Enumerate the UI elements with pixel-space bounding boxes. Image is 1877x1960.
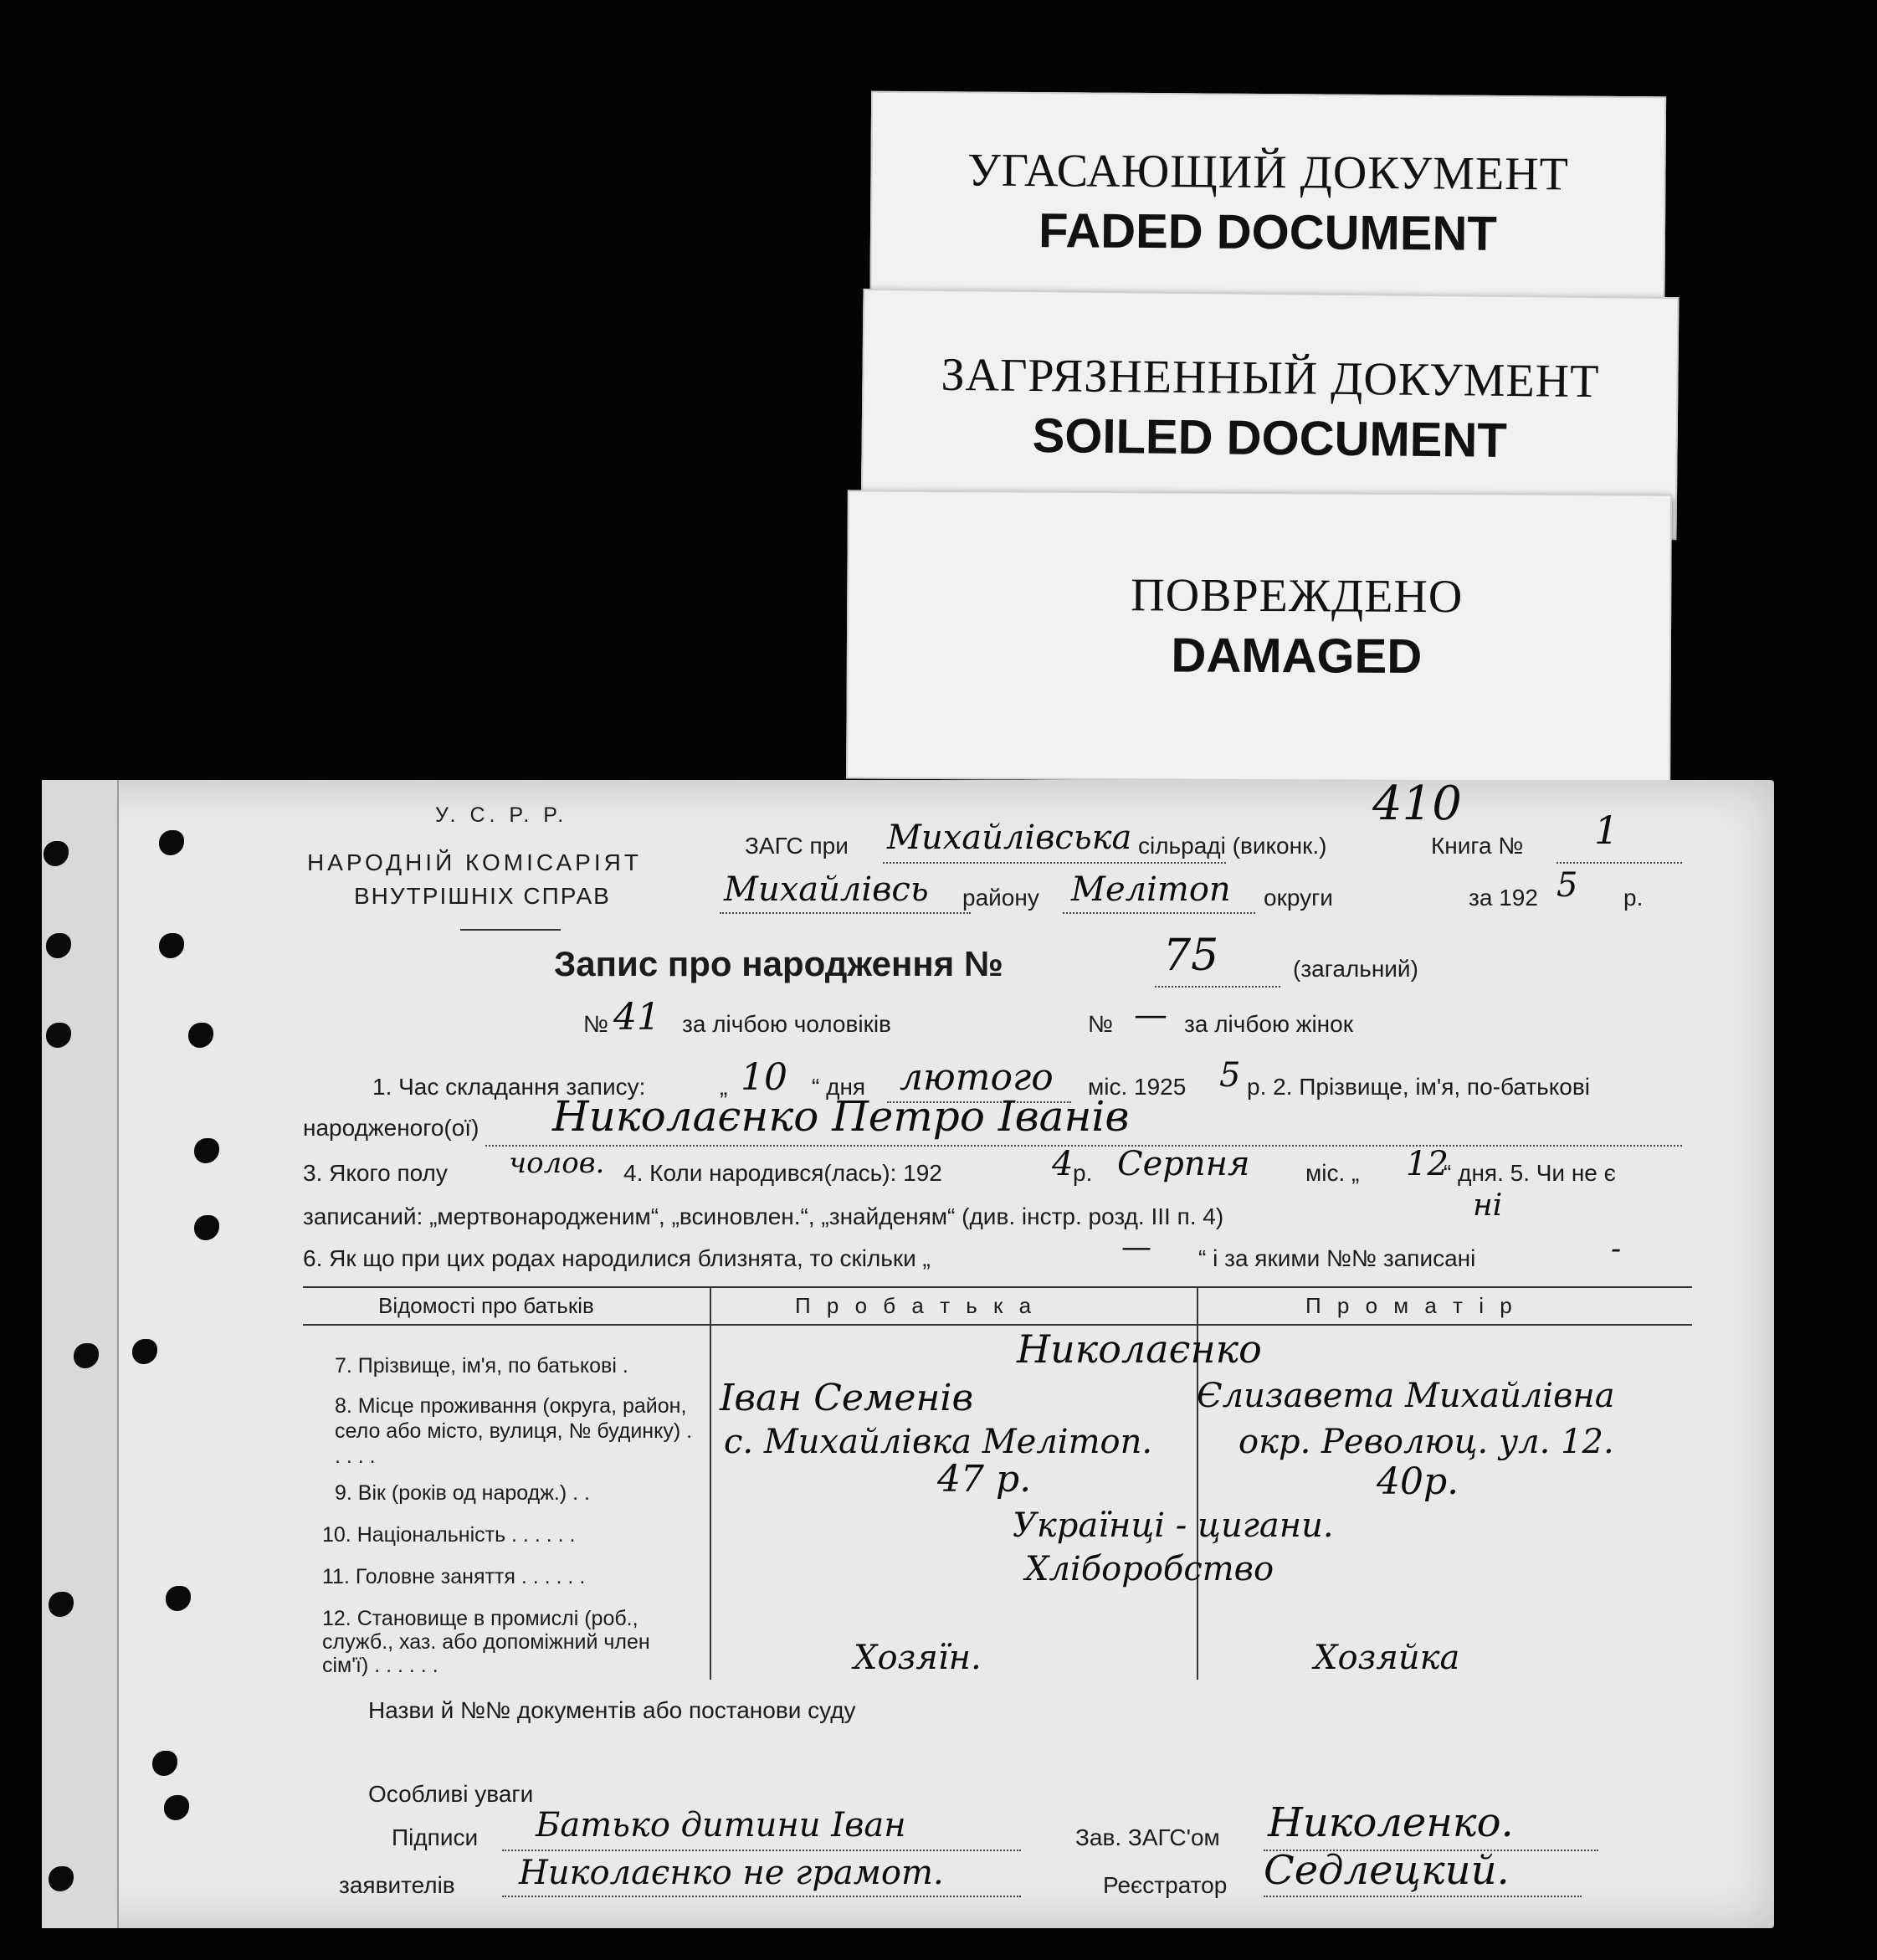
- district-underline: [720, 912, 971, 914]
- mother-residence-value: окр. Революц. ул. 12.: [1239, 1423, 1614, 1461]
- line-1-day-close: “ дня: [812, 1074, 866, 1100]
- row-label-status: 12. Становище в промислі (роб., служб., хаз. або допоміжний член сім'ї) . . . . . .: [322, 1607, 650, 1677]
- soiled-label-en: SOILED DOCUMENT: [1032, 408, 1508, 468]
- line-3-r: р.: [1073, 1160, 1093, 1186]
- birth-year-value: 4: [1052, 1145, 1074, 1183]
- district-value: Михайлівсь: [724, 870, 929, 909]
- father-residence-value: с. Михайлівка Мелітоп.: [724, 1423, 1153, 1461]
- sex-value: чолов.: [509, 1147, 605, 1180]
- table-header-mother: П р о м а т і р: [1305, 1293, 1517, 1318]
- table-divider-1: [710, 1286, 711, 1680]
- silradi-label: сільраді (виконк.): [1138, 833, 1327, 859]
- line-5-text: 6. Як що при цих родах народилися близнята, то скільки „: [303, 1245, 931, 1271]
- book-label: Книга №: [1431, 833, 1524, 859]
- registrar-underline: [1264, 1896, 1582, 1897]
- female-number-label: №: [1088, 1011, 1114, 1037]
- child-name-underline: [485, 1145, 1682, 1147]
- male-count-value: 41: [613, 996, 660, 1039]
- remarks-label: Особливі уваги: [368, 1781, 534, 1807]
- registrar-signature: Седлецкий.: [1264, 1847, 1510, 1894]
- twins-value: —: [1121, 1230, 1151, 1265]
- mother-age-value: 40р.: [1377, 1460, 1459, 1503]
- state-label: У. С. Р. Р.: [435, 803, 568, 827]
- faded-label-en: FADED DOCUMENT: [1038, 203, 1498, 261]
- zags-value: Михайлівська: [887, 818, 1132, 857]
- damaged-label-en: DAMAGED: [1171, 628, 1423, 685]
- line-1-text: 1. Час складання запису:: [372, 1074, 646, 1100]
- birth-day-value: 12: [1406, 1145, 1449, 1183]
- line-1-tail: р. 2. Прізвище, ім'я, по-батькові: [1247, 1074, 1590, 1100]
- line-3-text: 3. Якого полу: [303, 1160, 448, 1186]
- okrug-label: округи: [1264, 885, 1333, 911]
- line-1-year: міс. 1925: [1088, 1074, 1187, 1100]
- okrug-underline: [1063, 912, 1255, 914]
- damaged-card: [846, 490, 1672, 782]
- applicant-signature-1: Батько дитини Іван: [536, 1806, 906, 1845]
- applicant-signature-2: Николаєнко не грамот.: [519, 1854, 944, 1892]
- table-header-border: [303, 1324, 1692, 1326]
- signatures-label-2: заявителів: [339, 1872, 455, 1898]
- male-number-label: №: [583, 1011, 609, 1037]
- ministry-line-2: ВНУТРІШНІХ СПРАВ: [354, 883, 611, 909]
- year-label: за 192: [1469, 885, 1538, 911]
- district-label: району: [962, 885, 1039, 911]
- zags-head-label: Зав. ЗАГС'ом: [1075, 1824, 1220, 1850]
- record-month-value: лютого: [900, 1056, 1054, 1099]
- record-title: Запис про народження №: [554, 944, 1003, 983]
- record-number: 75: [1163, 931, 1219, 981]
- zags-label: ЗАГС при: [745, 833, 849, 859]
- registrar-label: Реєстратор: [1103, 1872, 1228, 1898]
- line-2-text: народженого(ої): [303, 1115, 480, 1141]
- ministry-line-1: НАРОДНІЙ КОМІСАРІЯТ: [307, 849, 642, 875]
- signatures-label-1: Підписи: [392, 1824, 479, 1850]
- damaged-label-ru: ПОВРЕЖДЕНО: [1131, 569, 1464, 623]
- female-count-value: —: [1134, 996, 1167, 1034]
- line-3-tail: “ дня. 5. Чи не є: [1444, 1160, 1616, 1186]
- row-label-name: 7. Прізвище, ім'я, по батькові .: [335, 1354, 628, 1378]
- year-suffix: р.: [1623, 885, 1644, 911]
- zags-head-signature: Николенко.: [1268, 1799, 1514, 1846]
- mother-status-value: Хозяйка: [1314, 1639, 1460, 1677]
- soiled-label-ru: ЗАГРЯЗНЕННЫЙ ДОКУМЕНТ: [941, 348, 1600, 408]
- female-count-label: за лічбою жінок: [1184, 1011, 1353, 1037]
- okrug-value: Мелітоп: [1071, 870, 1231, 909]
- father-age-value: 47 р.: [937, 1458, 1032, 1501]
- signature-1-underline: [502, 1850, 1021, 1851]
- twins-numbers-value: -: [1611, 1232, 1622, 1266]
- ministry-underline: [460, 929, 561, 931]
- child-name-value: Николаєнко Петро Іванів: [552, 1092, 1130, 1141]
- zags-underline: [883, 862, 1226, 864]
- line-4-text: записаний: „мертвонародженим“, „всиновлен.“, „знайденям“ (див. інстр. розд. III п. 4): [303, 1203, 1224, 1229]
- table-top-border: [303, 1286, 1692, 1288]
- row-label-age: 9. Вік (років од народж.) . .: [335, 1481, 590, 1505]
- year-value: 5: [1556, 866, 1578, 905]
- record-day-value: 10: [741, 1056, 787, 1099]
- row-label-residence: 8. Місце проживання (округа, район, село або місто, вулиця, № будинку) . . . . .: [335, 1394, 693, 1468]
- father-status-value: Хозяїн.: [854, 1639, 982, 1677]
- nationality-value: Українці - цигани.: [1013, 1506, 1334, 1545]
- line-3-month-label: міс. „: [1305, 1160, 1360, 1186]
- line-5-tail: “ і за якими №№ записані: [1198, 1245, 1476, 1271]
- record-year-value: 5: [1219, 1056, 1241, 1095]
- documents-label: Назви й №№ документів або постанови суду: [368, 1697, 856, 1723]
- signature-2-underline: [502, 1896, 1021, 1897]
- table-header-father: П р о б а т ь к а: [795, 1293, 1037, 1318]
- row-label-nationality: 10. Національність . . . . . .: [322, 1523, 576, 1547]
- book-value: 1: [1594, 808, 1619, 853]
- birth-month-value: Серпня: [1117, 1145, 1250, 1183]
- archive-number: 410: [1372, 777, 1462, 831]
- faded-label-ru: УГАСАЮЩИЙ ДОКУМЕНТ: [967, 144, 1570, 201]
- record-title-suffix: (загальний): [1293, 956, 1418, 982]
- row-label-occupation: 11. Головне заняття . . . . . .: [322, 1565, 586, 1588]
- book-underline: [1556, 862, 1682, 864]
- parents-surname-value: Николаєнко: [1017, 1326, 1262, 1372]
- table-header-info: Відомості про батьків: [378, 1293, 594, 1318]
- mother-name-value: Єлизавета Михайлівна: [1197, 1377, 1615, 1415]
- stillborn-value: ні: [1473, 1188, 1503, 1223]
- occupation-value: Хлібoробство: [1025, 1550, 1274, 1588]
- record-number-underline: [1155, 986, 1280, 988]
- father-name-value: Іван Семенів: [720, 1377, 974, 1419]
- line-3-birth-label: 4. Коли народився(лась): 192: [623, 1160, 942, 1186]
- male-count-label: за лічбою чоловіків: [682, 1011, 891, 1037]
- line-1-day-open: „: [720, 1074, 728, 1100]
